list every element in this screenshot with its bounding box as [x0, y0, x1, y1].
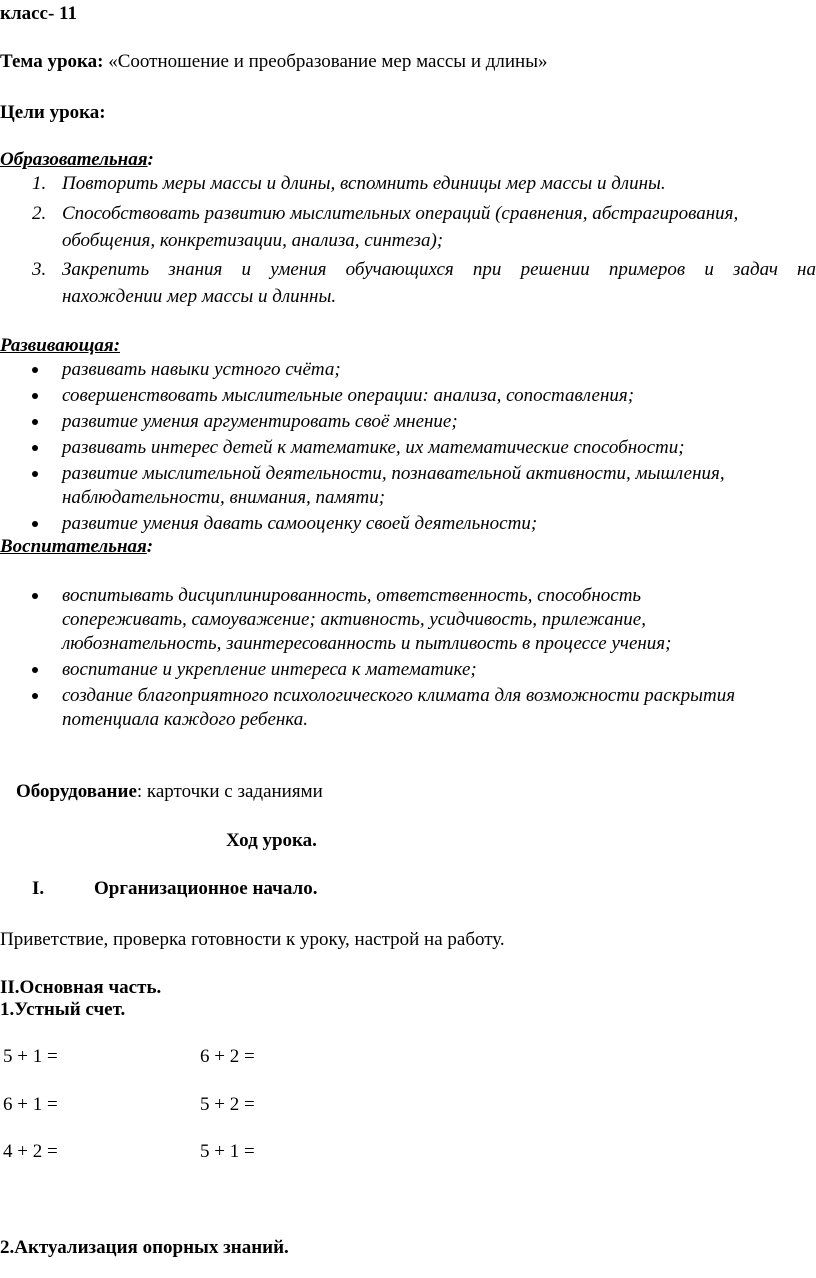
lesson-title: Ход урока. [226, 830, 317, 851]
bullet-icon [32, 367, 38, 373]
upbringing-item-1-line-1: воспитывать дисциплинированность, ответственность, способность [62, 585, 642, 606]
example-item: 5 + 1 = [3, 1046, 58, 1067]
bullet-icon [32, 471, 38, 477]
developing-item-1: развивать навыки устного счёта; [62, 359, 341, 380]
developing-title: Развивающая: [0, 335, 121, 356]
topic-value: «Соотношение и преобразование мер массы и длины» [103, 51, 548, 72]
bullet-icon [32, 393, 38, 399]
developing-item-5-line-1: развитие мыслительной деятельности, познавательной активности, мышления, [62, 463, 725, 484]
class-line: класс- 11 [0, 3, 78, 24]
topic-line [0, 50, 548, 74]
educational-item-1-num: 1. [32, 173, 47, 194]
educational-item-3-num: 3. [32, 259, 47, 280]
upbringing-item-1-line-3: любознательность, заинтересованность и пытливость в процессе учения; [62, 633, 672, 654]
bullet-icon [32, 593, 38, 599]
bullet-icon [32, 667, 38, 673]
educational-item-2-line-1: Способствовать развитию мыслительных операций (сравнения, абстрагирования, [62, 203, 739, 224]
educational-item-2-num: 2. [32, 203, 47, 224]
bullet-icon [32, 419, 38, 425]
equipment-value: : карточки с заданиями [136, 781, 323, 802]
educational-heading [0, 148, 154, 172]
upbringing-item-3-line-1: создание благоприятного психологического климата для возможности раскрытия [62, 685, 736, 706]
example-item: 6 + 1 = [3, 1094, 58, 1115]
example-item: 4 + 2 = [3, 1141, 58, 1162]
bullet-icon [32, 521, 38, 527]
example-item: 5 + 2 = [200, 1094, 255, 1115]
educational-title: Образовательная [0, 149, 148, 170]
developing-item-3: развитие умения аргументировать своё мнение; [62, 411, 458, 432]
educational-colon: : [147, 149, 154, 170]
educational-item-3-line-2: нахождении мер массы и длинны. [62, 286, 337, 307]
section-1-num: I. [32, 878, 45, 899]
educational-item-2-line-2: обобщения, конкретизации, анализа, синтеза); [62, 230, 444, 251]
example-item: 6 + 2 = [200, 1046, 255, 1067]
goals-title: Цели урока: [0, 102, 106, 123]
developing-item-5-line-2: наблюдательности, внимания, памяти; [62, 487, 386, 508]
developing-item-4: развивать интерес детей к математике, их математические способности; [62, 437, 685, 458]
developing-item-2: совершенствовать мыслительные операции: анализа, сопоставления; [62, 385, 635, 406]
bullet-icon [32, 445, 38, 451]
example-item: 5 + 1 = [200, 1141, 255, 1162]
oral-count-title: 1.Устный счет. [0, 999, 126, 1020]
upbringing-item-2: воспитание и укрепление интереса к математике; [62, 659, 477, 680]
educational-item-1-text: Повторить меры массы и длины, вспомнить единицы мер массы и длины. [62, 173, 666, 194]
bullet-icon [32, 693, 38, 699]
upbringing-item-3-line-2: потенциала каждого ребенка. [62, 709, 308, 730]
upbringing-title: Воспитательная [0, 536, 147, 557]
equipment-label: Оборудование [16, 781, 137, 802]
equipment-line [16, 780, 323, 804]
upbringing-colon: : [146, 536, 154, 557]
greeting-text: Приветствие, проверка готовности к уроку, настрой на работу. [0, 929, 505, 950]
actualization-title: 2.Актуализация опорных знаний. [0, 1237, 289, 1258]
section-1-title: Организационное начало. [94, 878, 318, 899]
topic-label: Тема урока: [0, 51, 104, 72]
upbringing-heading [0, 535, 153, 559]
upbringing-item-1-line-2: сопереживать, самоуважение; активность, усидчивость, прилежание, [62, 609, 646, 630]
developing-item-6: развитие умения давать самооценку своей деятельности; [62, 513, 538, 534]
educational-item-3-line-1: Закрепить знания и умения обучающихся при решении примеров и задач на [62, 259, 816, 280]
section-2-title: II.Основная часть. [0, 977, 162, 998]
